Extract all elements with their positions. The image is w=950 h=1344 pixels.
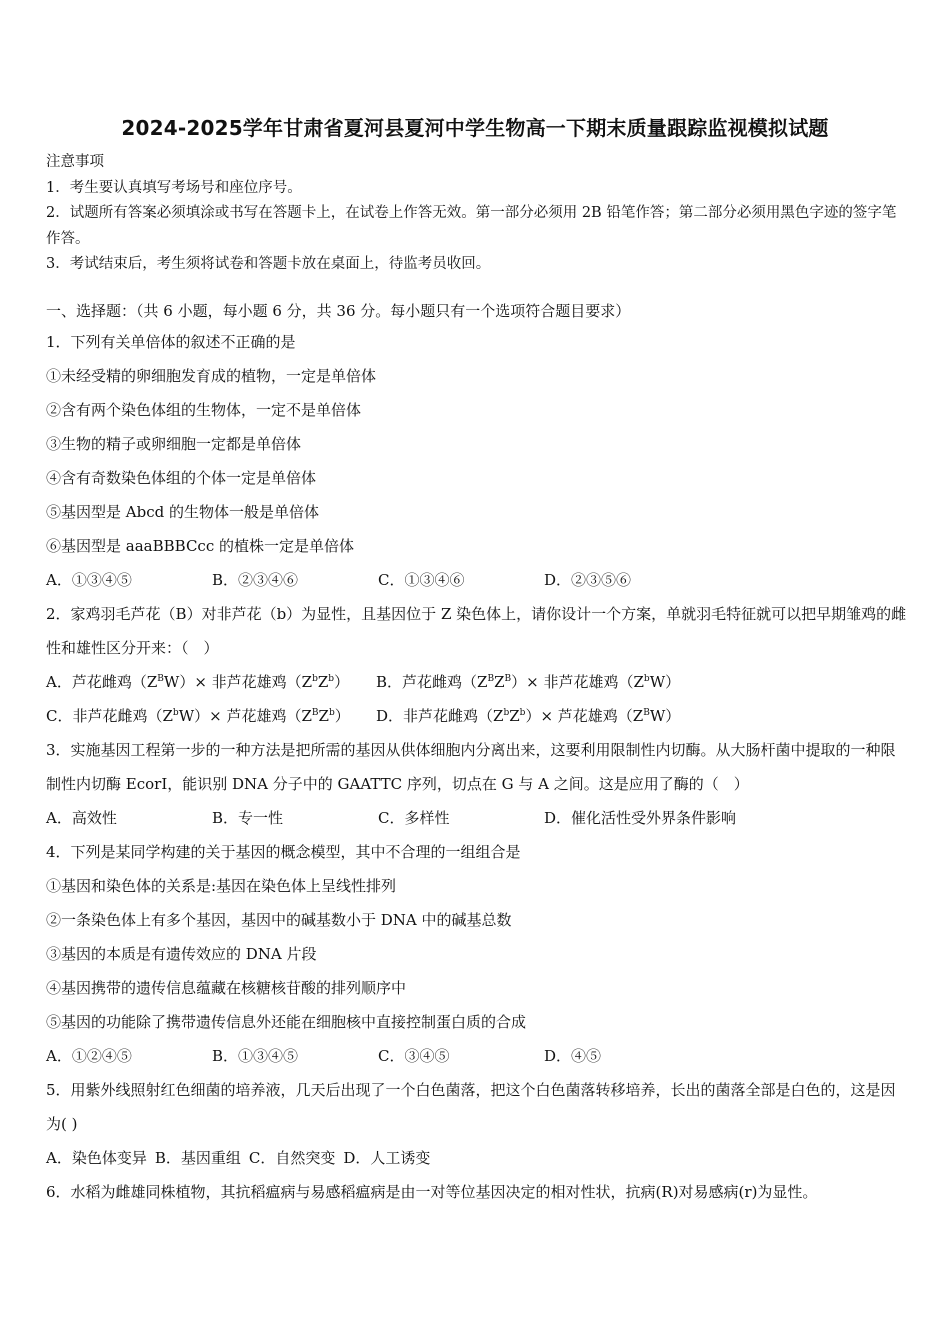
option-text: W）× 芦花雄鸡（Z (178, 707, 312, 725)
option-text: 非芦花雌鸡（Z (72, 707, 173, 725)
option-superscript: B (311, 708, 319, 718)
question-5-options (46, 1141, 908, 1175)
option-superscript: b (328, 708, 335, 718)
question-4-statement: ④基因携带的遗传信息蕴藏在核糖核苷酸的排列顺序中 (46, 979, 407, 997)
option-superscript: b (172, 708, 179, 718)
notice-heading: 注意事项 (46, 154, 104, 170)
question-body (46, 297, 908, 1209)
option-superscript: b (312, 674, 318, 684)
question-1-statement: ⑤基因型是 Abcd 的生物体一般是单倍体 (46, 503, 319, 521)
question-3-stem: 3．实施基因工程第一步的一种方法是把所需的基因从供体细胞内分离出来，这要利用限制性内切酶。从大肠杆菌中提取的一种限制性内切酶 EcorI，能识别 DNA 分子中的 GAATTC 序列，切点在 G 与 A 之间。这是应用了酶的（ ） (46, 741, 896, 793)
option-text: W） (649, 673, 681, 691)
question-1-statement: ②含有两个染色体组的生物体，一定不是单倍体 (46, 401, 362, 419)
option-d[interactable]: D．催化活性受外界条件影响 (544, 809, 737, 827)
option-c[interactable]: C．自然突变 (248, 1149, 336, 1167)
option-superscript: b (328, 674, 335, 684)
option-text: Z (318, 707, 329, 725)
option-label: B． (376, 673, 403, 691)
option-label: C． (46, 707, 73, 725)
option-b[interactable]: B．专一性 (212, 809, 284, 827)
option-text: W） (649, 707, 681, 725)
option-text: ） (334, 707, 350, 725)
option-text: W）× 非芦花雄鸡（Z (163, 673, 313, 691)
page-title: 2024-2025学年甘肃省夏河县夏河中学生物高一下期末质量跟踪监视模拟试题 (121, 116, 829, 140)
option-label: D． (376, 707, 404, 725)
question-4-statement: ⑤基因的功能除了携带遗传信息外还能在细胞核中直接控制蛋白质的合成 (46, 1013, 527, 1031)
question-1-statement: ③生物的精子或卵细胞一定都是单倍体 (46, 435, 302, 453)
question-4-statement: ①基因和染色体的关系是:基因在染色体上呈线性排列 (46, 877, 397, 895)
option-c[interactable] (46, 699, 376, 733)
option-superscript: b (643, 674, 650, 684)
option-d[interactable]: D．④⑤ (544, 1047, 602, 1065)
option-superscript: B (487, 674, 495, 684)
option-d[interactable]: D．②③⑤⑥ (544, 571, 632, 589)
notice-block (46, 150, 908, 278)
question-3-options (46, 801, 908, 835)
question-2-stem: 2．家鸡羽毛芦花（B）对非芦花（b）为显性，且基因位于 Z 染色体上，请你设计一个方案，单就羽毛特征就可以把早期雏鸡的雌性和雄性区分开来：（ ） (46, 605, 907, 657)
notice-item: 2．试题所有答案必须填涂或书写在答题卡上，在试卷上作答无效。第一部分必须用 2B 铅笔作答；第二部分必须用黑色字迹的签字笔作答。 (46, 205, 897, 247)
option-text: ）× 非芦花雄鸡（Z (511, 673, 644, 691)
option-c[interactable]: C．③④⑤ (378, 1047, 450, 1065)
question-4-options (46, 1039, 908, 1073)
option-c[interactable]: C．多样性 (378, 809, 450, 827)
option-c[interactable]: C．①③④⑥ (378, 571, 465, 589)
question-4-statement: ②一条染色体上有多个基因，基因中的碱基数小于 DNA 中的碱基总数 (46, 911, 512, 929)
option-d[interactable] (376, 699, 680, 733)
question-4-stem: 4．下列是某同学构建的关于基因的概念模型，其中不合理的一组组合是 (46, 843, 521, 861)
notice-item: 1．考生要认真填写考场号和座位序号。 (46, 179, 302, 196)
option-superscript: B (504, 674, 512, 684)
option-superscript: b (503, 708, 510, 718)
option-b[interactable]: B．基因重组 (154, 1149, 241, 1167)
option-a[interactable]: A．①③④⑤ (46, 571, 132, 589)
question-5-stem: 5．用紫外线照射红色细菌的培养液，几天后出现了一个白色菌落，把这个白色菌落转移培养，长出的菌落全部是白色的，这是因为( ) (46, 1081, 896, 1133)
option-text: 芦花雌鸡（Z (71, 673, 158, 691)
option-b[interactable]: B．①③④⑤ (212, 1047, 299, 1065)
option-superscript: B (157, 674, 164, 684)
question-6-stem: 6．水稻为雌雄同株植物，其抗稻瘟病与易感稻瘟病是由一对等位基因决定的相对性状，抗病(R)对易感病(r)为显性。 (46, 1183, 818, 1201)
question-2-options-row-1 (46, 665, 908, 699)
option-text: 非芦花雌鸡（Z (403, 707, 504, 725)
question-1-stem: 1．下列有关单倍体的叙述不正确的是 (46, 333, 296, 351)
option-text: Z (509, 707, 520, 725)
section-heading: 一、选择题：（共 6 小题，每小题 6 分，共 36 分。每小题只有一个选项符合题目要求） (46, 302, 631, 320)
option-superscript: B (643, 708, 650, 718)
option-a[interactable]: A．染色体变异 (46, 1149, 147, 1167)
option-b[interactable]: B．②③④⑥ (212, 571, 299, 589)
question-1-statement: ④含有奇数染色体组的个体一定是单倍体 (46, 469, 317, 487)
notice-item: 3．考试结束后，考生须将试卷和答题卡放在桌面上，待监考员收回。 (46, 256, 491, 272)
option-text: Z (494, 673, 505, 691)
option-text: 芦花雌鸡（Z (402, 673, 488, 691)
option-d[interactable]: D．人工诱变 (343, 1149, 431, 1167)
option-text: Z (317, 673, 329, 691)
question-1-statement: ①未经受精的卵细胞发育成的植物，一定是单倍体 (46, 367, 377, 385)
option-b[interactable] (376, 665, 680, 699)
option-superscript: b (519, 708, 526, 718)
option-a[interactable]: A．①②④⑤ (46, 1047, 132, 1065)
option-a[interactable]: A．高效性 (46, 809, 117, 827)
option-label: A． (46, 673, 72, 691)
option-text: ）× 芦花雄鸡（Z (525, 707, 644, 725)
question-1-options (46, 563, 908, 597)
option-text: ） (334, 673, 350, 691)
question-1-statement: ⑥基因型是 aaaBBBCcc 的植株一定是单倍体 (46, 537, 354, 555)
option-a[interactable] (46, 665, 376, 699)
question-4-statement: ③基因的本质是有遗传效应的 DNA 片段 (46, 945, 317, 963)
question-2-options-row-2 (46, 699, 908, 733)
